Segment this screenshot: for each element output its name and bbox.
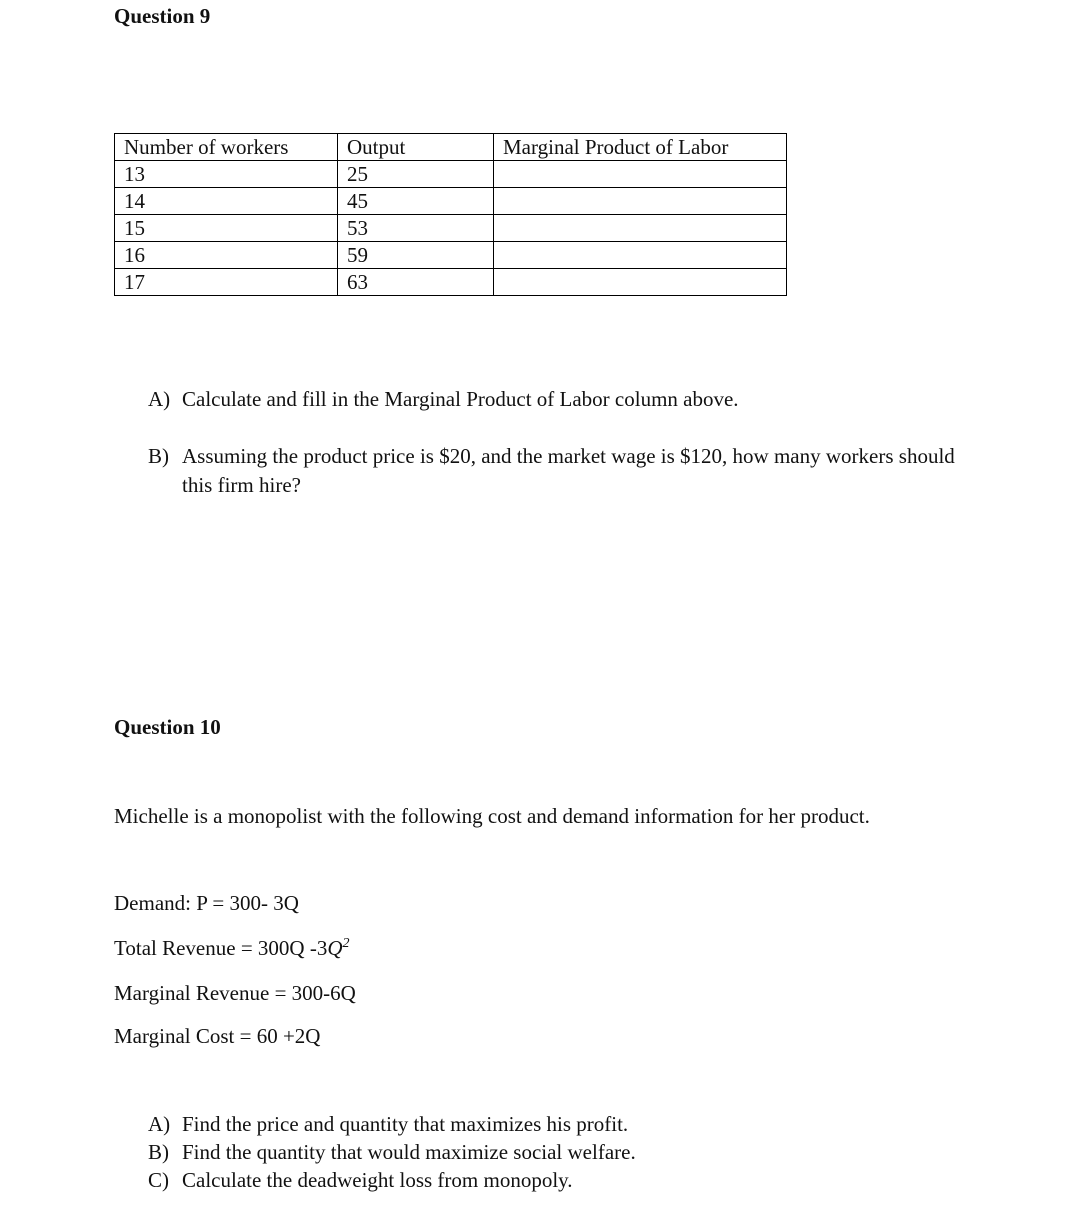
- mpl-table: [114, 133, 787, 296]
- header-workers: Number of workers: [115, 134, 338, 161]
- marginal-cost-equation: Marginal Cost = 60 +2Q: [114, 1024, 321, 1048]
- q9-part-b-text: Assuming the product price is $20, and the market wage is $120, how many workers should this firm hire?: [182, 444, 955, 497]
- total-revenue-variable: Q: [327, 936, 343, 960]
- total-revenue-equation: [114, 934, 350, 962]
- total-revenue-base: Total Revenue = 300Q -3: [114, 936, 328, 960]
- cell-mpl[interactable]: [494, 215, 787, 242]
- list-item: [148, 1110, 636, 1138]
- table-row: [115, 215, 787, 242]
- cell-mpl[interactable]: [494, 242, 787, 269]
- table-header-row: [115, 134, 787, 161]
- list-item-text: Calculate the deadweight loss from monopoly.: [182, 1168, 573, 1192]
- list-item-text: Find the quantity that would maximize social welfare.: [182, 1140, 636, 1164]
- cell-workers: 14: [115, 188, 338, 215]
- q10-question-list: [148, 1110, 636, 1194]
- q9-part-b-label: B): [148, 444, 169, 468]
- demand-equation: Demand: P = 300- 3Q: [114, 891, 299, 915]
- question-10-heading: Question 10: [114, 715, 221, 739]
- cell-output: 59: [338, 242, 494, 269]
- table-row: [115, 188, 787, 215]
- cell-output: 53: [338, 215, 494, 242]
- q10-intro: Michelle is a monopolist with the following cost and demand information for her product.: [114, 804, 870, 828]
- q9-part-a: [148, 385, 962, 414]
- question-9-heading: Question 9: [114, 4, 211, 28]
- cell-output: 45: [338, 188, 494, 215]
- list-item-label: A): [148, 1112, 171, 1136]
- list-item-label: C): [148, 1168, 169, 1192]
- marginal-revenue-equation: Marginal Revenue = 300-6Q: [114, 981, 356, 1005]
- total-revenue-exponent: 2: [342, 936, 350, 951]
- table-row: [115, 269, 787, 296]
- table-row: [115, 161, 787, 188]
- cell-workers: 17: [115, 269, 338, 296]
- list-item: [148, 1138, 636, 1166]
- table-row: [115, 242, 787, 269]
- header-mpl: Marginal Product of Labor: [494, 134, 787, 161]
- cell-workers: 13: [115, 161, 338, 188]
- cell-workers: 15: [115, 215, 338, 242]
- cell-output: 25: [338, 161, 494, 188]
- list-item-label: B): [148, 1140, 169, 1164]
- cell-output: 63: [338, 269, 494, 296]
- cell-workers: 16: [115, 242, 338, 269]
- q9-part-a-label: A): [148, 387, 171, 411]
- q9-part-b: [148, 442, 962, 500]
- header-output: Output: [338, 134, 494, 161]
- cell-mpl[interactable]: [494, 269, 787, 296]
- list-item: [148, 1166, 636, 1194]
- cell-mpl[interactable]: [494, 161, 787, 188]
- cell-mpl[interactable]: [494, 188, 787, 215]
- q9-part-a-text: Calculate and fill in the Marginal Product of Labor column above.: [182, 387, 739, 411]
- list-item-text: Find the price and quantity that maximizes his profit.: [182, 1112, 629, 1136]
